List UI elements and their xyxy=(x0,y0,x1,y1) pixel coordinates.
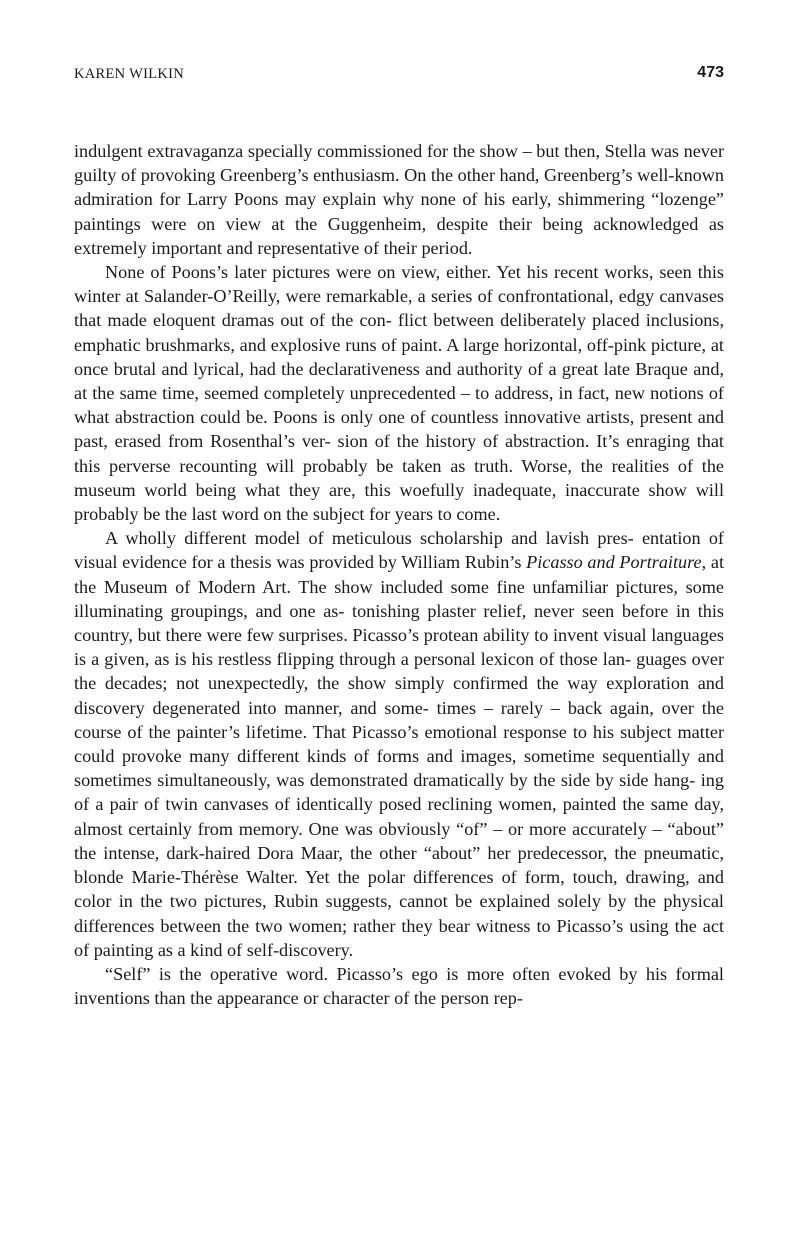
running-head-author: KAREN WILKIN xyxy=(74,66,185,82)
page-number: 473 xyxy=(697,64,724,81)
paragraph-3 xyxy=(74,526,724,962)
running-head xyxy=(74,62,724,86)
exhibition-title: Picasso and Portraiture xyxy=(526,552,702,573)
paragraph-2: None of Poons’s later pictures were on view, either. Yet his recent works, seen this winter at Salander-O’Reilly, were remarkable, a series of confrontational, edgy canvases that made eloquent dramas out of the con- flict between deliberately placed inclusions, emphatic brushmarks, and explosive runs of paint. A large horizontal, off-pink picture, at once brutal and lyrical, had the declarativeness and authority of a great late Braque and, at the same time, seemed completely unprecedented – to address, in fact, new notions of what abstraction could be. Poons is only one of countless innovative artists, present and past, erased from Rosenthal’s ver- sion of the history of abstraction. It’s enraging that this perverse recounting will probably be taken as truth. Worse, the realities of the museum world being what they are, this woefully inadequate, inaccurate show will probably be the last word on the subject for years to come. xyxy=(74,262,724,525)
body-text xyxy=(74,139,724,1010)
paragraph-1: indulgent extravaganza specially commissioned for the show – but then, Stella was never guilty of provoking Greenberg’s enthusiasm. On the other hand, Greenberg’s well-known admiration for Larry Poons may explain why none of his early, shimmering “lozenge” paintings were on view at the Guggenheim, despite their being acknowledged as extremely important and representative of their period. xyxy=(74,141,724,258)
paragraph-3-text-after-title: , at the Museum of Modern Art. The show included some fine unfamiliar pictures, some illuminating groupings, and one as- tonishing plaster relief, never seen before in this country, but there were few surprises. Picasso’s protean ability to invent visual languages is a given, as is his restless flipping through a personal lexicon of those lan- guages over the decades; not unexpectedly, the show simply confirmed the way exploration and discovery degenerated into manner, and some- times – rarely – back again, over the course of the painter’s lifetime. That Picasso’s emotional response to his subject matter could provoke many different kinds of forms and images, sometime sequentially and sometimes simultaneously, was demonstrated dramatically by the side by side hang- ing of a pair of twin canvases of identically posed reclining women, painted the same day, almost certainly from memory. One was obviously “of” – or more accurately – “about” the intense, dark-haired Dora Maar, the other “about” her predecessor, the pneumatic, blonde Marie-Thérèse Walter. Yet the polar differences of form, touch, drawing, and color in the two pictures, Rubin suggests, cannot be explained solely by the physical differences between the two women; rather they bear witness to Picasso’s using the act of painting as a kind of self-discovery. xyxy=(74,552,724,960)
paragraph-4: “Self” is the operative word. Picasso’s ego is more often evoked by his formal inventions than the appearance or character of the person rep- xyxy=(74,963,724,1009)
book-page xyxy=(74,0,724,1246)
paragraph-3-text-before-title: A wholly different model of meticulous scholarship and lavish pres- entation of visual evidence for a thesis was provided by William Rubin’s xyxy=(74,528,724,573)
